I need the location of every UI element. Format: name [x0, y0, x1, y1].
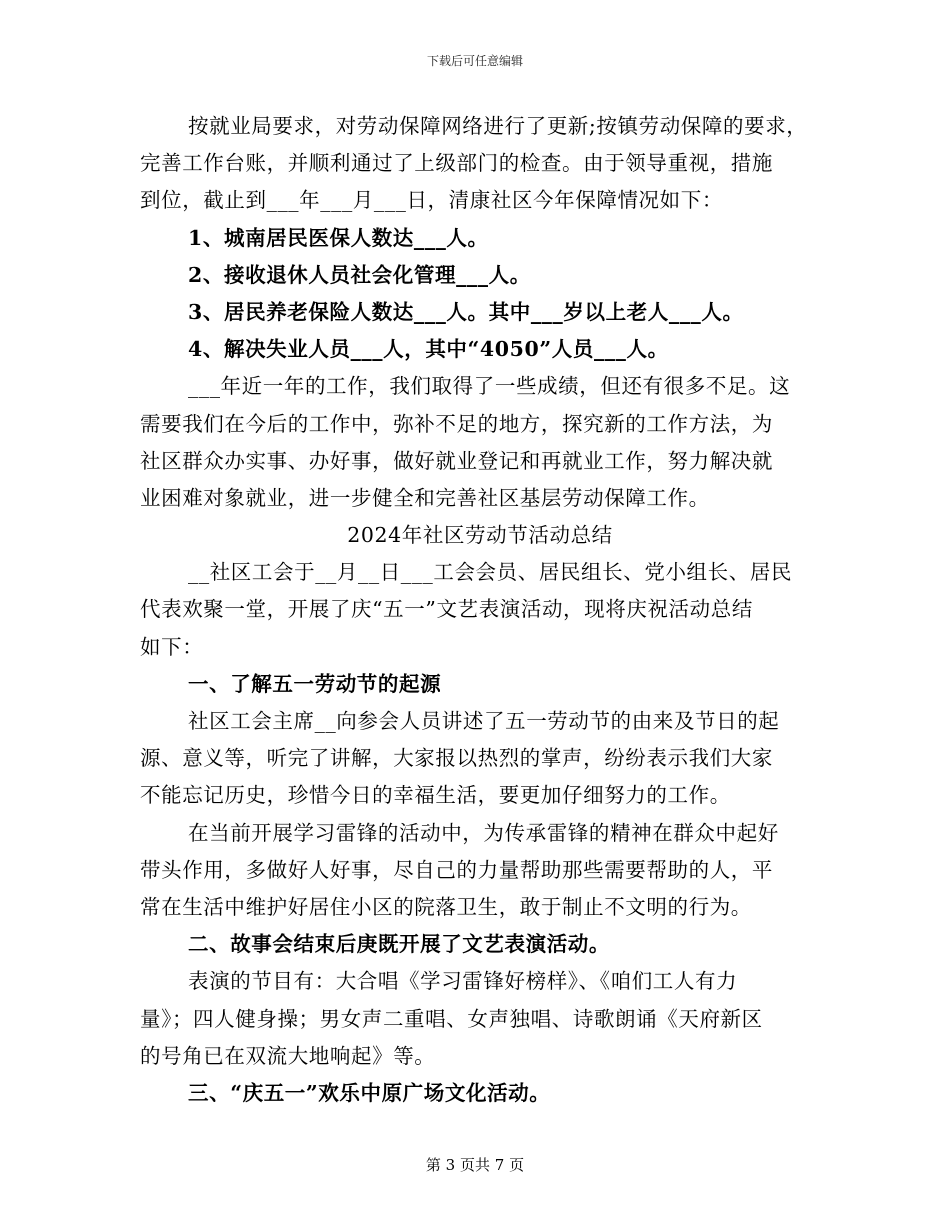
paragraph-line: 按就业局要求，对劳动保障网络进行了更新;按镇劳动保障的要求， [188, 114, 808, 138]
paragraph-line: 不能忘记历史，珍惜今日的幸福生活，要更加仔细努力的工作。 [140, 783, 731, 808]
paragraph-line: 在当前开展学习雷锋的活动中，为传承雷锋的精神在群众中起好 [188, 820, 779, 845]
paragraph-line: 表演的节目有：大合唱《学习雷锋好榜样》、《咱们工人有力 [188, 969, 738, 994]
section-heading: 二、故事会结束后庚既开展了文艺表演活动。 [188, 932, 610, 957]
paragraph-line: 到位，截止到___年___月___日，清康社区今年保障情况如下： [140, 188, 723, 213]
paragraph-line: 完善工作台账，并顺利通过了上级部门的检查。由于领导重视，措施 [140, 151, 773, 176]
paragraph-line: ___年近一年的工作，我们取得了一些成绩，但还有很多不足。这 [188, 374, 791, 399]
paragraph-line: 业困难对象就业，进一步健全和完善社区基层劳动保障工作。 [140, 485, 710, 510]
paragraph-line: 量》；四人健身操；男女声二重唱、女声独唱、诗歌朗诵《天府新区 [140, 1006, 763, 1031]
section-heading: 一、了解五一劳动节的起源 [188, 671, 442, 696]
list-item: 1、城南居民医保人数达___人。 [188, 225, 489, 250]
section-title: 2024年社区劳动节活动总结 [347, 523, 613, 548]
list-item: 2、接收退休人员社会化管理___人。 [188, 262, 531, 287]
paragraph-line: 带头作用，多做好人好事，尽自己的力量帮助那些需要帮助的人，平 [140, 857, 773, 882]
paragraph-line: 的号角已在双流大地响起》等。 [140, 1043, 436, 1068]
page-footer: 第 3 页共 7 页 [425, 1156, 525, 1174]
paragraph-line: 需要我们在今后的工作中，弥补不足的地方，探究新的工作方法，为 [140, 411, 773, 436]
paragraph-line: __社区工会于__月__日___工会会员、居民组长、党小组长、居民 [188, 560, 793, 585]
paragraph-line: 社区工会主席__向参会人员讲述了五一劳动节的由来及节日的起 [188, 709, 780, 733]
paragraph-line: 社区群众办实事、办好事，做好就业登记和再就业工作，努力解决就 [140, 448, 773, 473]
paragraph-line: 代表欢聚一堂，开展了庆“五一”文艺表演活动，现将庆祝活动总结 [140, 597, 753, 622]
paragraph-line: 常在生活中维护好居住小区的院落卫生，敢于制止不文明的行为。 [140, 894, 752, 919]
list-item: 3、居民养老保险人数达___人。其中___岁以上老人___人。 [188, 299, 744, 324]
section-heading: 三、“庆五一”欢乐中原广场文化活动。 [188, 1080, 551, 1105]
paragraph-line: 如下： [140, 634, 204, 659]
paragraph-line: 源、意义等，听完了讲解，大家报以热烈的掌声，纷纷表示我们大家 [140, 746, 773, 771]
document-body [140, 108, 820, 1112]
list-item: 4、解决失业人员___人，其中“4050”人员___人。 [188, 337, 669, 362]
page-header: 下载后可任意编辑 [426, 54, 523, 68]
